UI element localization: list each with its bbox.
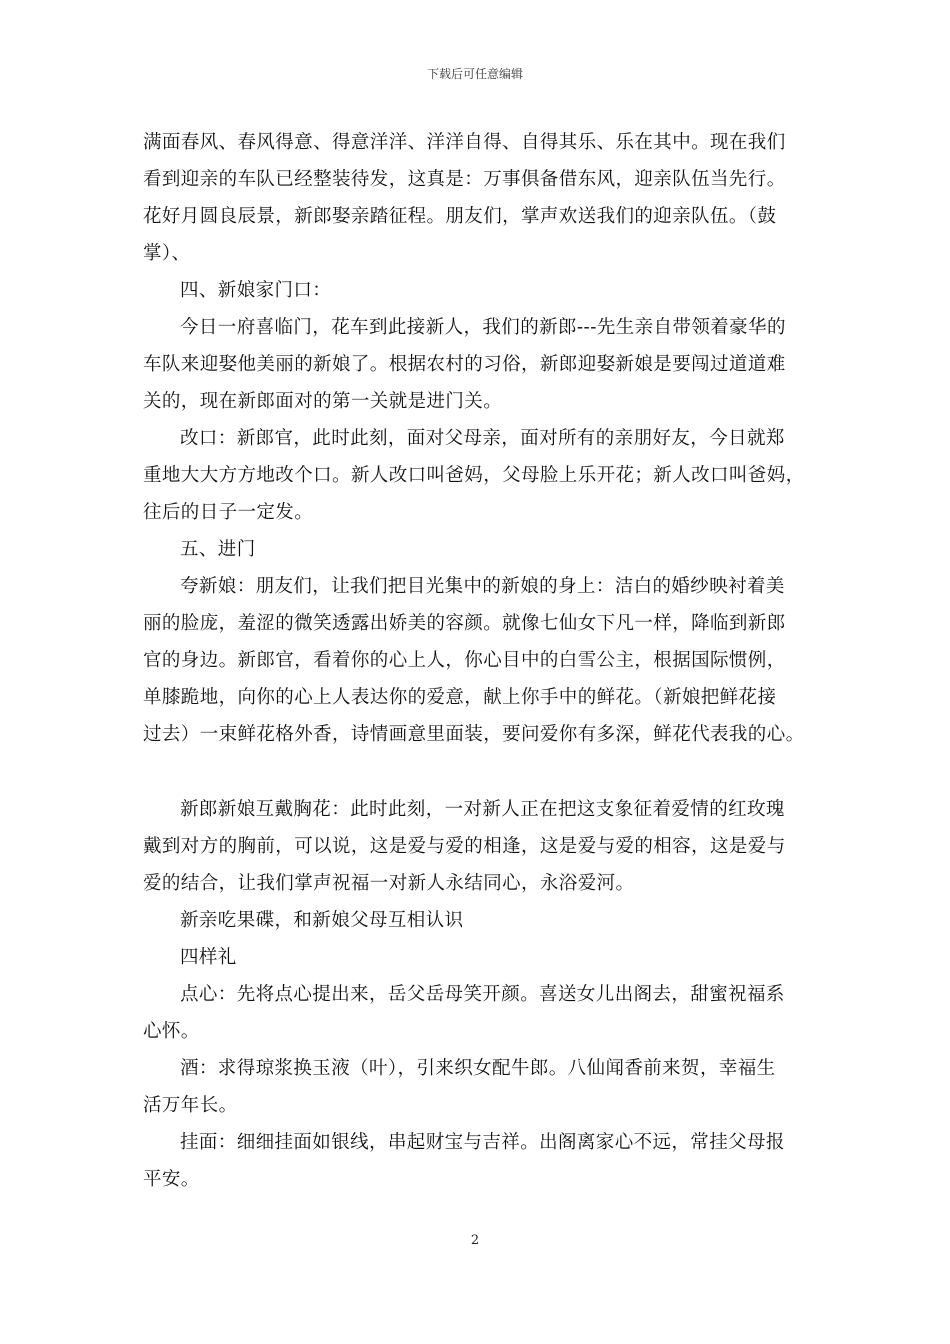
text-line: 四、新娘家门口： bbox=[180, 280, 332, 301]
text-line: 看到迎亲的车队已经整装待发，这真是：万事俱备借东风，迎亲队伍当先行。 bbox=[143, 169, 786, 190]
text-line: 点心：先将点心提出来，岳父岳母笑开颜。喜送女儿出阁去，甜蜜祝福系 bbox=[180, 984, 785, 1005]
paragraph-gift-pastry bbox=[143, 976, 823, 1050]
document-body bbox=[143, 124, 823, 1198]
page-number: 2 bbox=[470, 1233, 480, 1248]
section-heading-enter bbox=[143, 531, 823, 568]
text-line: 爱的结合，让我们掌声祝福一对新人永结同心，永浴爱河。 bbox=[143, 873, 635, 894]
paragraph-fruit-plate bbox=[143, 902, 823, 939]
text-line: 夸新娘：朋友们，让我们把目光集中的新娘的身上：洁白的婚纱映衬着美 bbox=[180, 576, 785, 597]
text-line: 重地大大方方地改个口。新人改口叫爸妈，父母脸上乐开花；新人改口叫爸妈， bbox=[143, 465, 805, 486]
text-line: 平安。 bbox=[143, 1169, 200, 1190]
text-line: 戴到对方的胸前，可以说，这是爱与爱的相逢，这是爱与爱的相容，这是爱与 bbox=[143, 836, 786, 857]
paragraph-praise-bride bbox=[143, 568, 823, 753]
paragraph-spacer bbox=[143, 753, 823, 791]
text-line: 过去）一束鲜花格外香，诗情画意里面装，要问爱你有多深，鲜花代表我的心。 bbox=[143, 724, 805, 745]
section-heading-bride-door bbox=[143, 272, 823, 309]
text-line: 心怀。 bbox=[143, 1021, 200, 1042]
paragraph-gift-wine bbox=[143, 1050, 823, 1124]
text-line: 今日一府喜临门，花车到此接新人，我们的新郎---先生亲自带领着豪华的 bbox=[180, 317, 786, 338]
text-line: 往后的日子一定发。 bbox=[143, 502, 314, 523]
page-header: 下载后可任意编辑 bbox=[426, 67, 523, 81]
text-line: 活万年长。 bbox=[143, 1095, 238, 1116]
text-line: 单膝跪地，向你的心上人表达你的爱意，献上你手中的鲜花。（新娘把鲜花接 bbox=[143, 687, 777, 708]
text-line: 挂面：细细挂面如银线，串起财宝与吉祥。出阁离家心不远，常挂父母报 bbox=[180, 1132, 785, 1153]
text-line: 掌）、 bbox=[143, 243, 191, 264]
text-line: 满面春风、春风得意、得意洋洋、洋洋自得、自得其乐、乐在其中。现在我们 bbox=[143, 132, 786, 153]
section-heading-four-gifts bbox=[143, 939, 823, 976]
text-line: 改口：新郎官，此时此刻，面对父母亲，面对所有的亲朋好友，今日就郑 bbox=[180, 428, 785, 449]
paragraph-arrival bbox=[143, 309, 823, 420]
paragraph-gift-noodles bbox=[143, 1124, 823, 1198]
paragraph-gaikou bbox=[143, 420, 823, 531]
text-line: 丽的脸庞，羞涩的微笑透露出娇美的容颜。就像七仙女下凡一样，降临到新郎 bbox=[143, 613, 786, 634]
text-line: 关的，现在新郎面对的第一关就是进门关。 bbox=[143, 391, 503, 412]
text-line: 车队来迎娶他美丽的新娘了。根据农村的习俗，新郎迎娶新娘是要闯过道道难 bbox=[143, 354, 786, 375]
text-line: 新郎新娘互戴胸花：此时此刻，一对新人正在把这支象征着爱情的红玫瑰 bbox=[180, 799, 785, 820]
text-line: 花好月圆良辰景，新郎娶亲踏征程。朋友们，掌声欢送我们的迎亲队伍。（鼓 bbox=[143, 206, 777, 227]
text-line: 酒：求得琼浆换玉液（叶），引来织女配牛郎。八仙闻香前来贺，幸福生 bbox=[180, 1058, 776, 1079]
text-line: 官的身边。新郎官，看着你的心上人，你心目中的白雪公主，根据国际惯例， bbox=[143, 650, 786, 671]
paragraph-welcome-convoy bbox=[143, 124, 823, 272]
text-line: 四样礼 bbox=[180, 947, 237, 968]
text-line: 新亲吃果碟，和新娘父母互相认识 bbox=[180, 910, 464, 931]
paragraph-corsage bbox=[143, 791, 823, 902]
text-line: 五、进门 bbox=[180, 539, 256, 560]
